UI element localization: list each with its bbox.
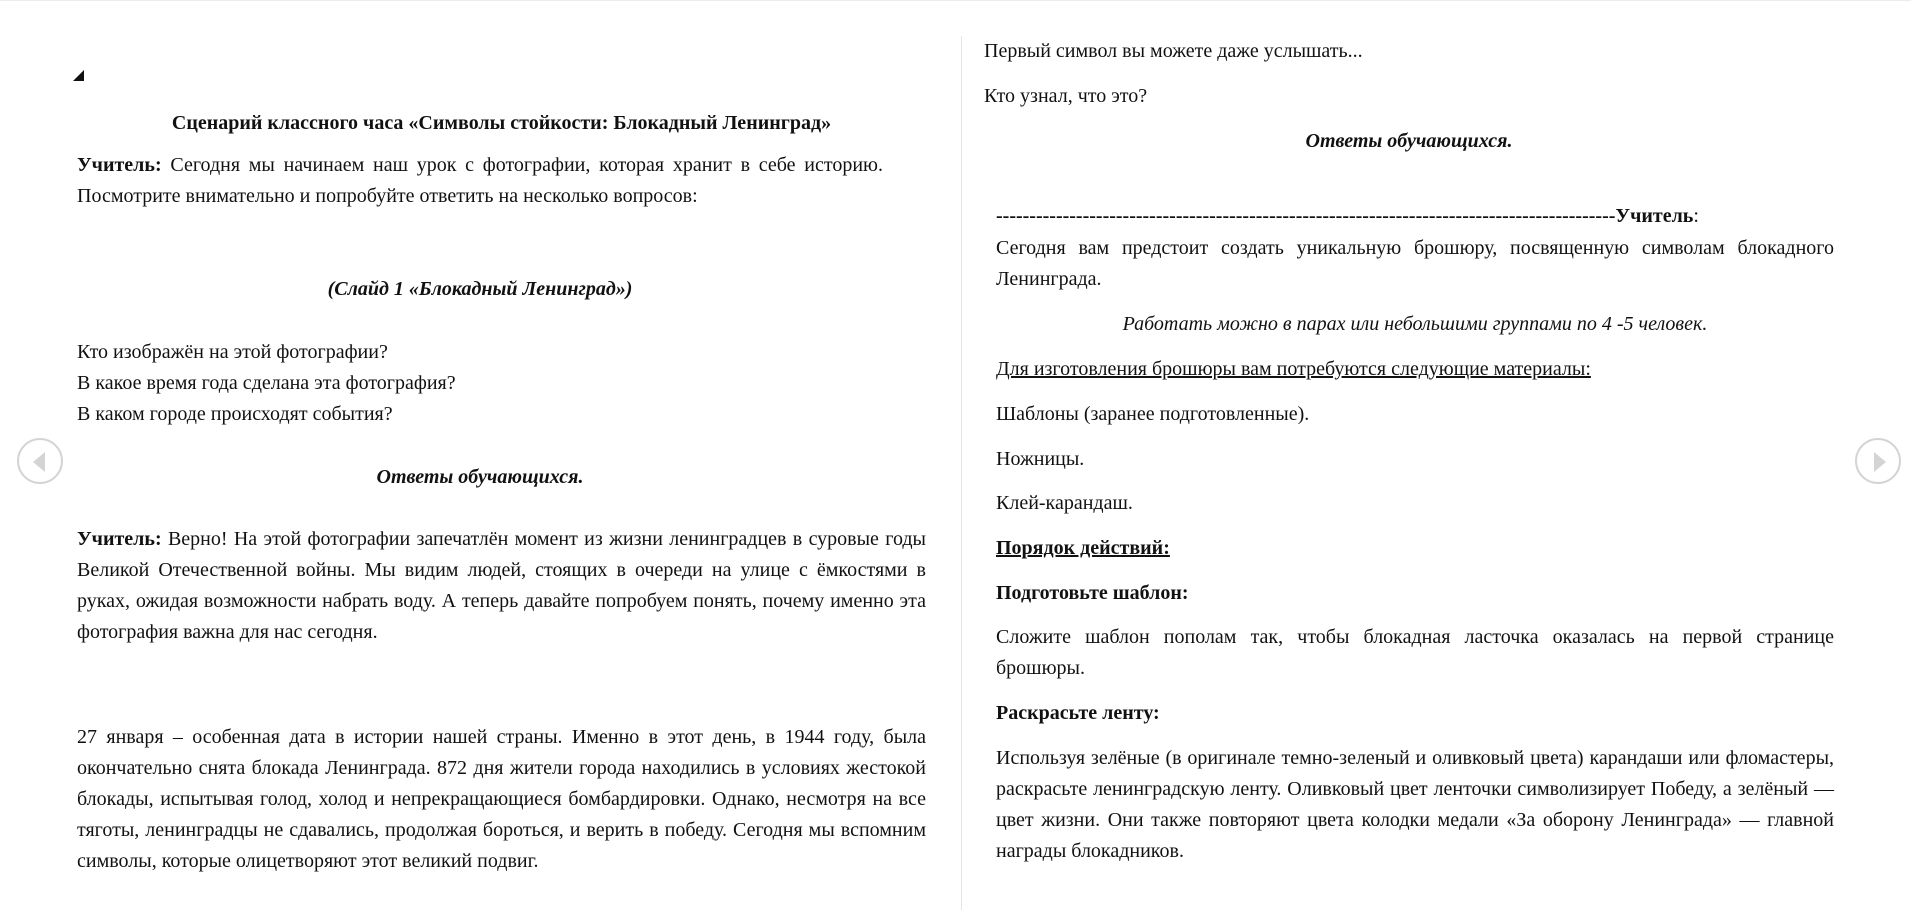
history-paragraph: 27 января – особенная дата в истории нашей страны. Именно в этот день, в 1944 году, была окончательно снята блокада Ленинграда. 872 дня жители города находились в условиях жестокой блокады, испытывая голод, холод и непрекращающиеся бомбардировки. Однако, несмотря на все тяготы, ленинградцы не сдавались, продолжая бороться, и верить в победу. Сегодня мы вспомним символы, которые олицетворяют этот великий подвиг. <box>77 726 926 872</box>
previous-page-button[interactable] <box>17 438 63 484</box>
speaker-label: Учитель <box>1615 205 1694 227</box>
paragraph-marker-icon <box>73 70 84 81</box>
chevron-right-icon <box>1874 452 1886 472</box>
reply-text: Верно! На этой фотографии запечатлён момент из жизни ленинградцев в суровые годы Великой Отечественной войны. Мы видим людей, стоящих в очереди на улице с ёмкостями в руках, ожидая возможности набрать воду. А теперь давайте попробуем понять, почему именно эта фотография важна для нас сегодня. <box>77 528 926 643</box>
teacher-dash-line <box>996 201 1834 232</box>
speaker-colon: : <box>1693 205 1699 227</box>
answers-label: Ответы обучающихся. <box>1305 130 1513 152</box>
left-page <box>77 0 926 922</box>
brochure-paragraph: Сегодня вам предстоит создать уникальную брошюру, посвященную символам блокадного Ленинграда. <box>996 237 1834 290</box>
question-item: В каком городе происходят события? <box>77 403 393 425</box>
slide-caption: (Слайд 1 «Блокадный Ленинград») <box>327 278 633 300</box>
chevron-left-icon <box>33 452 45 472</box>
intro-text: Сегодня мы начинаем наш урок с фотографии, которая хранит в себе историю. Посмотрите внимательно и попробуйте ответить на несколько вопросов: <box>77 154 883 207</box>
speaker-label: Учитель: <box>77 154 162 176</box>
steps-heading: Порядок действий: <box>996 537 1170 559</box>
question-item: В какое время года сделана эта фотография? <box>77 372 456 394</box>
page-divider <box>961 36 962 910</box>
work-note: Работать можно в парах или небольшими группами по 4 -5 человек. <box>1122 313 1708 335</box>
question-item: Кто изображён на этой фотографии? <box>77 341 388 363</box>
document-title: Сценарий классного часа «Символы стойкости: Блокадный Ленинград» <box>171 112 832 134</box>
step-heading: Подготовьте шаблон: <box>996 582 1189 604</box>
speaker-label: Учитель: <box>77 528 162 550</box>
symbol-intro-line: Первый символ вы можете даже услышать... <box>984 40 1363 62</box>
dash-separator: --------------------------------------------------------------------------------------------- <box>996 205 1616 227</box>
material-item: Ножницы. <box>996 448 1085 470</box>
next-page-button[interactable] <box>1855 438 1901 484</box>
step-heading: Раскрасьте ленту: <box>996 702 1160 724</box>
question-line: Кто узнал, что это? <box>984 85 1148 107</box>
material-item: Шаблоны (заранее подготовленные). <box>996 403 1310 425</box>
teacher-reply-paragraph <box>77 524 926 648</box>
right-page <box>984 0 1834 922</box>
intro-paragraph <box>77 150 883 212</box>
material-item: Клей-карандаш. <box>996 492 1133 514</box>
step-text: Используя зелёные (в оригинале темно-зеленый и оливковый цвета) карандаши или фломастеры, раскрасьте ленинградскую ленту. Оливковый цвет ленточки символизирует Победу, а зелёный — цвет жизни. Они также повторяют цвета колодки медали «За оборону Ленинграда» — главной награды блокадников. <box>996 747 1834 862</box>
answers-label: Ответы обучающихся. <box>376 466 584 488</box>
materials-heading: Для изготовления брошюры вам потребуются следующие материалы: <box>996 358 1591 380</box>
step-text: Сложите шаблон пополам так, чтобы блокадная ласточка оказалась на первой странице брошюры. <box>996 626 1834 679</box>
